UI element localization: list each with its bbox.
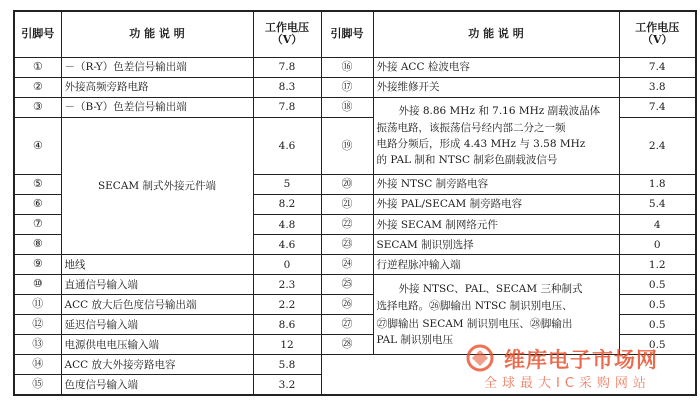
- header-voltage-label: 工作电压: [635, 20, 680, 34]
- pin-number: ㉘: [321, 335, 373, 355]
- table-row: [14, 255, 696, 275]
- pin-number: ⑨: [14, 255, 61, 275]
- pin-number: ⑬: [14, 335, 61, 355]
- pin-description: 地线: [61, 255, 253, 275]
- pin-function-table: [13, 10, 697, 396]
- pin-number: ㉓: [321, 235, 373, 255]
- pin-number: ⑯: [321, 57, 373, 77]
- pin-voltage: 3.2: [253, 375, 321, 395]
- desc-line: PAL 制识别电压: [376, 333, 453, 346]
- pin-voltage: 2.4: [619, 118, 696, 175]
- pin-voltage: 4.8: [253, 215, 321, 235]
- pin-description: 外接高频旁路电路: [61, 77, 253, 97]
- pin-voltage: 4.6: [253, 118, 321, 175]
- pin-number: ④: [14, 118, 61, 175]
- pin-voltage: 1.8: [619, 174, 696, 194]
- pin-voltage: 7.4: [619, 97, 696, 117]
- pin-description-crystal: [373, 97, 619, 174]
- pin-voltage: 1.2: [619, 255, 696, 275]
- header-voltage-unit: （V）: [271, 33, 303, 47]
- pin-voltage: 0.5: [619, 315, 696, 335]
- pin-number: ⑧: [14, 235, 61, 255]
- pin-number: ⑩: [14, 275, 61, 295]
- pin-number: ⑰: [321, 77, 373, 97]
- pin-number: ⑦: [14, 215, 61, 235]
- pin-voltage: 0: [253, 255, 321, 275]
- desc-line: 的 PAL 制和 NTSC 制彩色副载波信号: [376, 154, 558, 167]
- pin-number: ③: [14, 97, 61, 117]
- pin-voltage: 2.3: [253, 275, 321, 295]
- pin-number: ⑥: [14, 194, 61, 214]
- pin-voltage: 4.6: [253, 235, 321, 255]
- pin-number: ⑤: [14, 174, 61, 194]
- pin-number: ⑪: [14, 295, 61, 315]
- pin-description: 直通信号输入端: [61, 275, 253, 295]
- table-row: [14, 77, 696, 97]
- pin-voltage: 3.8: [619, 77, 696, 97]
- header-pin-left: 引脚号: [14, 11, 61, 57]
- desc-line: 选择电路。: [376, 300, 429, 313]
- desc-line: 脚输出: [540, 317, 573, 330]
- pin-number: ⑭: [14, 355, 61, 375]
- pin-voltage: 5.8: [253, 355, 321, 375]
- pin-description-secam: SECAM 制式外接元件端: [61, 118, 253, 255]
- watermark-logo-icon: [466, 344, 500, 372]
- pin-number: ⑲: [321, 118, 373, 175]
- pin-voltage: 7.4: [619, 57, 696, 77]
- pin-description: －（R-Y）色差信号输出端: [61, 57, 253, 77]
- pin-number: ㉑: [321, 194, 373, 214]
- pin-description: 延迟信号输入端: [61, 315, 253, 335]
- pin-description: ACC 放大外接旁路电容: [61, 355, 253, 375]
- desc-line: 电路分频后，形成 4.43 MHz 与 3.58 MHz: [376, 137, 586, 150]
- pin-number: ⑮: [14, 375, 61, 395]
- pin-voltage: 5.4: [619, 194, 696, 214]
- watermark-title: 维库电子市场网: [504, 348, 658, 372]
- header-voltage-label: 工作电压: [265, 20, 309, 34]
- pin-number: ㉖: [321, 295, 373, 315]
- pin-voltage: 0.5: [619, 275, 696, 295]
- pin-description: SECAM 制识别选择: [373, 235, 619, 255]
- pin-number: ㉗: [321, 315, 373, 335]
- header-voltage-unit: （V）: [641, 33, 673, 47]
- header-function-left: 功 能 说 明: [61, 11, 253, 57]
- table-row: [14, 57, 696, 77]
- table-row: [14, 275, 696, 295]
- pin-voltage: 0: [619, 235, 696, 255]
- pin-description: 外接 PAL/SECAM 制旁路电容: [373, 194, 619, 214]
- pin-description: 外接 NTSC 制旁路电容: [373, 174, 619, 194]
- pin-voltage: 0.5: [619, 335, 696, 355]
- header-row: [14, 11, 696, 57]
- pin-voltage: 2.2: [253, 295, 321, 315]
- pin-number: ㉔: [321, 255, 373, 275]
- pin-description: 外接 ACC 检波电容: [373, 57, 619, 77]
- pin-ref: ㉗: [376, 316, 388, 330]
- pin-description: 行逆程脉冲输入端: [373, 255, 619, 275]
- header-voltage-right: [619, 11, 696, 57]
- pin-description: 外接 SECAM 制网络元件: [373, 215, 619, 235]
- desc-line: 外接 NTSC、PAL、SECAM 三种制式: [398, 283, 583, 296]
- header-function-right: 功 能 说 明: [373, 11, 619, 57]
- desc-line: 脚输出 NTSC 制识别电压、: [440, 300, 573, 313]
- pin-description: ACC 放大后色度信号输出端: [61, 295, 253, 315]
- pin-voltage: 7.8: [253, 97, 321, 117]
- pin-ref: ㉖: [429, 299, 440, 313]
- watermark-subtitle: 全球最大IC采购网站: [484, 376, 651, 391]
- pin-voltage: 8.2: [253, 194, 321, 214]
- desc-line: 外接 8.86 MHz 和 7.16 MHz 副载波晶体: [398, 105, 601, 118]
- pin-description: －（B-Y）色差信号输出端: [61, 97, 253, 117]
- pin-description: 电源供电电压输入端: [61, 335, 253, 355]
- pin-voltage: 12: [253, 335, 321, 355]
- pin-voltage: 8.3: [253, 77, 321, 97]
- header-voltage-left: [253, 11, 321, 57]
- pin-number: ②: [14, 77, 61, 97]
- table-row: [14, 97, 696, 117]
- pin-voltage: 8.6: [253, 315, 321, 335]
- pin-voltage: 5: [253, 174, 321, 194]
- header-pin-right: 引脚号: [321, 11, 373, 57]
- pin-ref: ㉘: [529, 316, 541, 330]
- pin-description: 外接维修开关: [373, 77, 619, 97]
- pin-number: ⑫: [14, 315, 61, 335]
- desc-line: 脚输出 SECAM 制识别电压、: [387, 317, 530, 330]
- pin-description: 色度信号输入端: [61, 375, 253, 395]
- watermark: [464, 342, 684, 398]
- desc-line: 振荡电路，该振荡信号经内部二分之一频: [376, 121, 566, 134]
- pin-voltage: 7.8: [253, 57, 321, 77]
- pin-number: ⑳: [321, 174, 373, 194]
- pin-voltage: 4: [619, 215, 696, 235]
- pin-voltage: 0.5: [619, 295, 696, 315]
- pin-number: ⑱: [321, 97, 373, 117]
- pin-number: ㉕: [321, 275, 373, 295]
- pin-number: ㉒: [321, 215, 373, 235]
- pin-number: ①: [14, 57, 61, 77]
